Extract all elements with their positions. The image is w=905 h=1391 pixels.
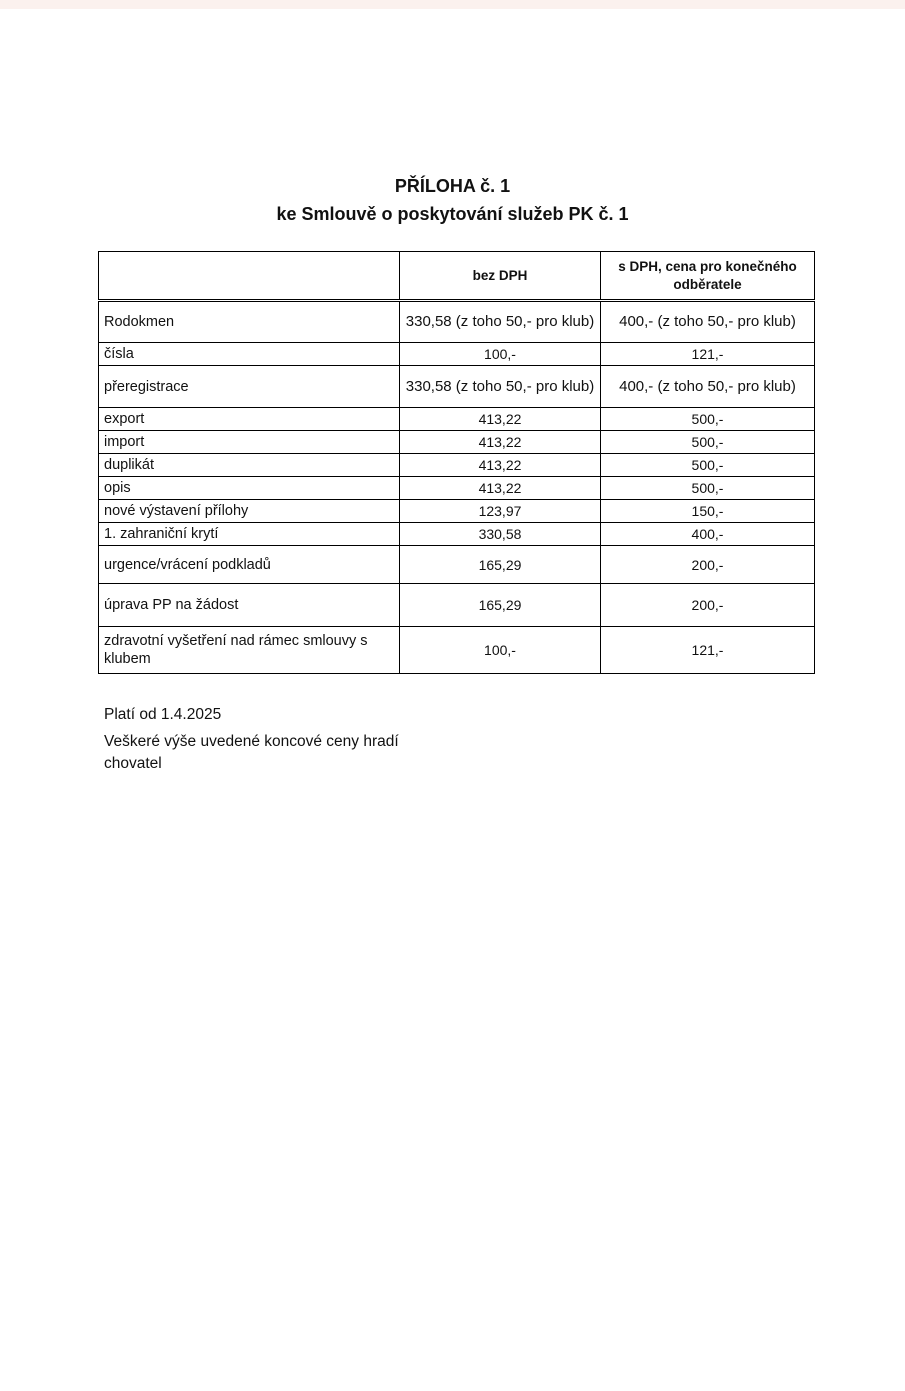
row-net: 165,29 xyxy=(400,584,601,627)
row-gross: 500,- xyxy=(601,454,815,477)
table-row xyxy=(99,477,815,500)
row-gross: 500,- xyxy=(601,477,815,500)
row-gross: 121,- xyxy=(601,627,815,674)
row-net: 413,22 xyxy=(400,431,601,454)
payer-note: Veškeré výše uvedené koncové ceny hradí chovatel xyxy=(104,733,399,772)
row-gross: 500,- xyxy=(601,408,815,431)
row-net: 330,58 (z toho 50,- pro klub) xyxy=(400,301,601,343)
row-gross: 200,- xyxy=(601,546,815,584)
valid-from-note: Platí od 1.4.2025 xyxy=(104,706,222,723)
row-item: urgence/vrácení podkladů xyxy=(99,546,400,584)
row-item: zdravotní vyšetření nad rámec smlouvy s klubem xyxy=(99,627,400,674)
table-row xyxy=(99,627,815,674)
header-net: bez DPH xyxy=(400,252,601,301)
table-row xyxy=(99,500,815,523)
row-item: úprava PP na žádost xyxy=(99,584,400,627)
document-title: PŘÍLOHA č. 1 xyxy=(394,176,511,196)
row-net: 330,58 (z toho 50,- pro klub) xyxy=(400,366,601,408)
row-gross: 400,- xyxy=(601,523,815,546)
table-header-row xyxy=(99,252,815,301)
row-item: čísla xyxy=(99,343,400,366)
row-net: 413,22 xyxy=(400,477,601,500)
table-row xyxy=(99,408,815,431)
row-net: 165,29 xyxy=(400,546,601,584)
row-item: Rodokmen xyxy=(99,301,400,343)
table-row xyxy=(99,546,815,584)
row-item: opis xyxy=(99,477,400,500)
table-row xyxy=(99,301,815,343)
top-strip xyxy=(0,0,905,9)
row-net: 413,22 xyxy=(400,408,601,431)
row-net: 413,22 xyxy=(400,454,601,477)
row-net: 330,58 xyxy=(400,523,601,546)
row-item: 1. zahraniční krytí xyxy=(99,523,400,546)
row-item: export xyxy=(99,408,400,431)
document-subtitle: ke Smlouvě o poskytování služeb PK č. 1 xyxy=(276,204,629,224)
header-gross: s DPH, cena pro konečného odběratele xyxy=(601,252,815,301)
table-row xyxy=(99,366,815,408)
table-row xyxy=(99,523,815,546)
row-net: 100,- xyxy=(400,343,601,366)
row-gross: 500,- xyxy=(601,431,815,454)
row-net: 123,97 xyxy=(400,500,601,523)
fee-table xyxy=(98,251,815,674)
row-item: import xyxy=(99,431,400,454)
row-item: přeregistrace xyxy=(99,366,400,408)
table-row xyxy=(99,454,815,477)
row-item: nové výstavení přílohy xyxy=(99,500,400,523)
table-row xyxy=(99,431,815,454)
header-item xyxy=(99,252,400,301)
row-gross: 400,- (z toho 50,- pro klub) xyxy=(601,301,815,343)
row-gross: 150,- xyxy=(601,500,815,523)
table-row xyxy=(99,584,815,627)
row-gross: 200,- xyxy=(601,584,815,627)
table-row xyxy=(99,343,815,366)
row-net: 100,- xyxy=(400,627,601,674)
row-item: duplikát xyxy=(99,454,400,477)
row-gross: 400,- (z toho 50,- pro klub) xyxy=(601,366,815,408)
row-gross: 121,- xyxy=(601,343,815,366)
